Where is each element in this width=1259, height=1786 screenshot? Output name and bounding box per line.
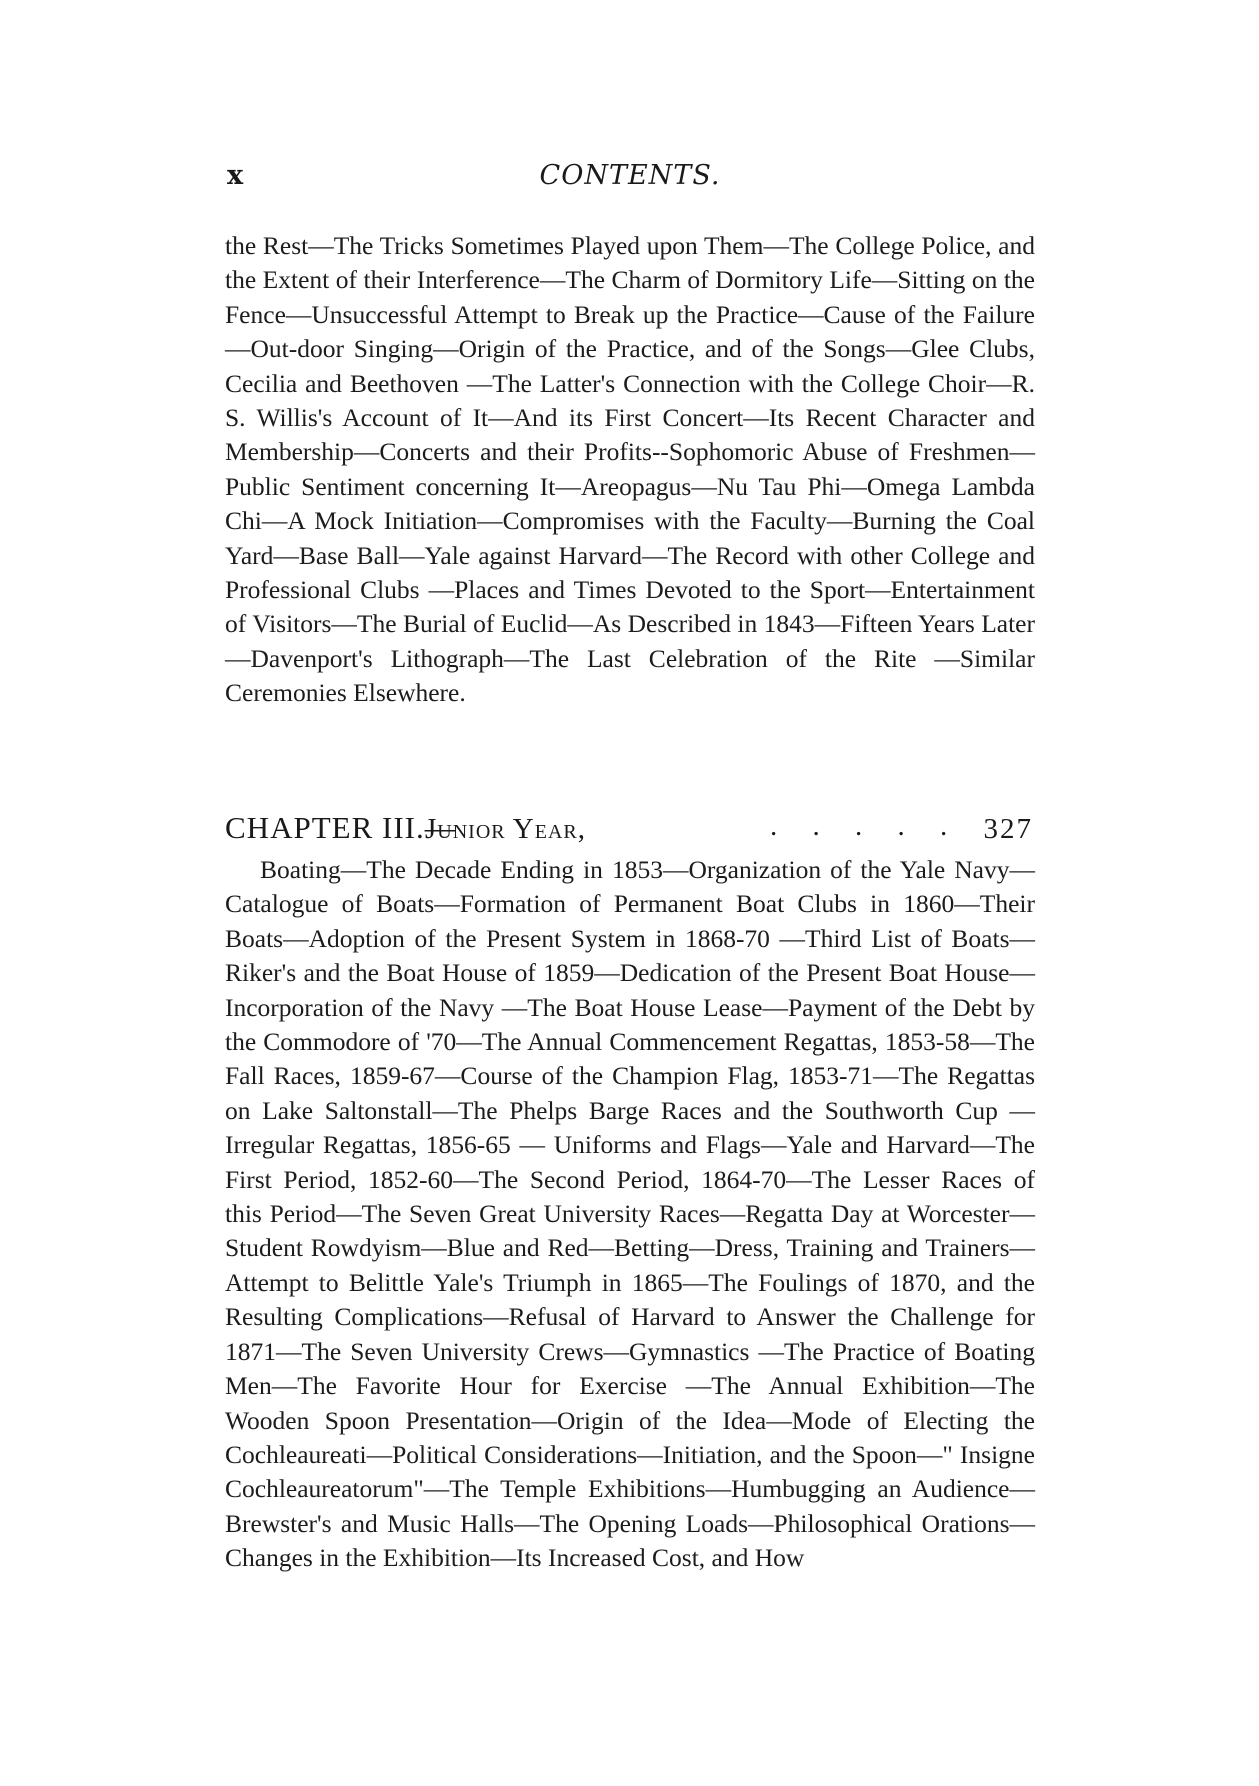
chapter-label: CHAPTER III.—: [225, 810, 457, 845]
page-number-roman: x: [227, 160, 244, 191]
chapter-heading: [225, 810, 1035, 850]
chapter-page-number: 327: [983, 813, 1033, 845]
chapter-title: Junior Year,: [425, 813, 586, 845]
running-title: CONTENTS.: [539, 160, 721, 191]
chapter-summary: Boating—The Decade Ending in 1853—Organization of the Yale Navy—Catalogue of Boats—Formation of Permanent Boat Clubs in 1860—Their Boats—Adoption of the Present System in 1868-70 —Third List of Boats—Riker's and the Boat House of 1859—Dedication of the Present Boat House—Incorporation of the Navy —The Boat House Lease—Payment of the Debt by the Commodore of '70—The Annual Commencement Regattas, 1853-58—The Fall Races, 1859-67—Course of the Champion Flag, 1853-71—The Regattas on Lake Saltonstall—The Phelps Barge Races and the Southworth Cup — Irregular Regattas, 1856-65 — Uniforms and Flags—Yale and Harvard—The First Period, 1852-60—The Second Period, 1864-70—The Lesser Races of this Period—The Seven Great University Races—Regatta Day at Worcester—Student Rowdyism—Blue and Red—Betting—Dress, Training and Trainers—Attempt to Belittle Yale's Triumph in 1865—The Foulings of 1870, and the Resulting Complications—Refusal of Harvard to Answer the Challenge for 1871—The Seven University Crews—Gymnastics —The Practice of Boating Men—The Favorite Hour for Exercise —The Annual Exhibition—The Wooden Spoon Presentation—Origin of the Idea—Mode of Electing the Cochleaureati—Political Considerations—Initiation, and the Spoon—" Insigne Cochleaureatorum"—The Temple Exhibitions—Humbugging an Audience—Brewster's and Music Halls—The Opening Loads—Philosophical Orations—Changes in the Exhibition—Its Increased Cost, and How: [225, 855, 1035, 1573]
dot-leader: . . . . .: [770, 810, 962, 842]
chapter-summary-continued: the Rest—The Tricks Sometimes Played upon Them—The College Police, and the Extent of their Interference—The Charm of Dormitory Life—Sitting on the Fence—Unsuccessful Attempt to Break up the Practice—Cause of the Failure—Out-door Singing—Origin of the Practice, and of the Songs—Glee Clubs, Cecilia and Beethoven —The Latter's Connection with the College Choir—R. S. Willis's Account of It—And its First Concert—Its Recent Character and Membership—Concerts and their Profits--Sophomoric Abuse of Freshmen—Public Sentiment concerning It—Areopagus—Nu Tau Phi—Omega Lambda Chi—A Mock Initiation—Compromises with the Faculty—Burning the Coal Yard—Base Ball—Yale against Harvard—The Record with other College and Professional Clubs —Places and Times Devoted to the Sport—Entertainment of Visitors—The Burial of Euclid—As Described in 1843—Fifteen Years Later—Davenport's Lithograph—The Last Celebration of the Rite —Similar Ceremonies Elsewhere.: [225, 231, 1035, 708]
running-head: [225, 160, 1035, 210]
